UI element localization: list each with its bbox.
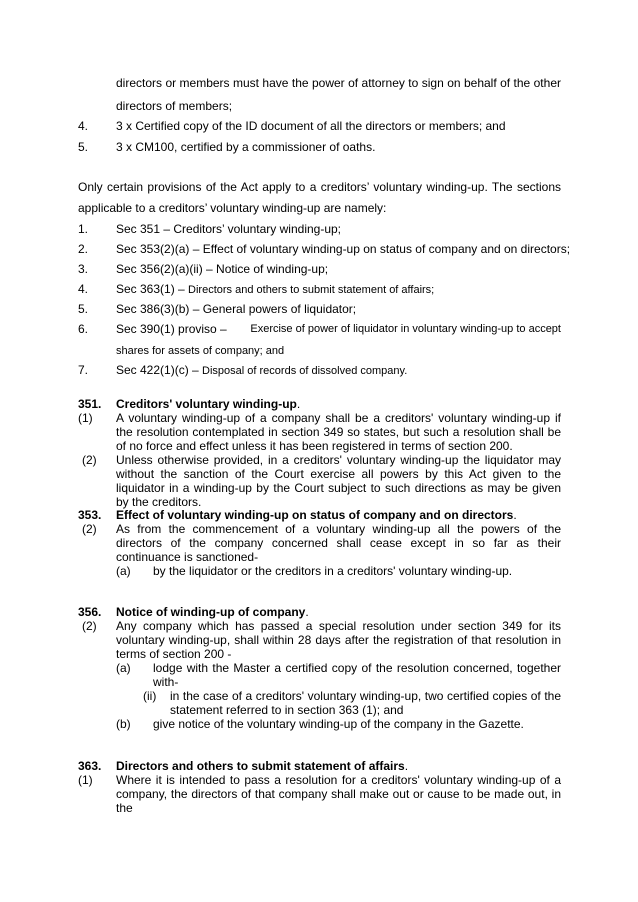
section-description: Directors and others to submit statement of affairs; [188,284,435,296]
subsection-text: Any company which has passed a special resolution under section 349 for its voluntary winding-up, shall within 28 days after the registration of that resolution in terms of section 200 - [116,619,561,661]
section-list-number: 3. [78,262,89,276]
subsection-text: Unless otherwise provided, in a creditors' voluntary winding-up the liquidator may without the sanction of the Court exercise all powers by this Act given to the liquidator in a winding-up by the Court subject to such directions as may be given by the creditors. [116,453,561,509]
section-353-number: 353. [78,508,102,522]
subsection-text: As from the commencement of a voluntary winding-up all the powers of the directors of the company concerned shall cease except in so far as their continuance is sanctioned- [116,522,561,564]
section-363-heading: Directors and others to submit statement of affairs. [116,759,409,773]
subsection-text: Where it is intended to pass a resolution for a creditors' voluntary winding-up of a company, the directors of that company shall make out or cause to be made out, in the [116,773,561,815]
section-description: Disposal of records of dissolved company. [202,365,408,377]
paragraph-line-2: applicable to a creditors’ voluntary winding-up are namely: [78,201,387,215]
paragraph-letter: (a) [116,661,131,675]
intro-item-number: 5. [78,140,89,154]
section-list-number: 6. [78,322,89,336]
intro-item-number: 4. [78,119,89,133]
section-list-number: 2. [78,242,89,256]
section-list-number: 5. [78,302,89,316]
subparagraph-text: in the case of a creditors' voluntary winding-up, two certified copies of the statement referred to in section 363 (1); and [170,689,561,717]
paragraph-text: give notice of the voluntary winding-up of the company in the Gazette. [153,717,524,731]
section-list-text: Sec 386(3)(b) – General powers of liquidator; [116,302,357,316]
subsection-number: (2) [82,522,97,536]
section-list-text [116,322,561,336]
section-list-number: 7. [78,363,89,377]
section-ref: Sec 363(1) – [116,282,189,296]
section-list-text: Sec 353(2)(a) – Effect of voluntary winding-up on status of company and on directors; [116,242,571,256]
subsection-number: (2) [82,453,97,467]
subsection-number: (1) [78,773,93,787]
section-list-text: Sec 351 – Creditors’ voluntary winding-up; [116,222,342,236]
paragraph-text: lodge with the Master a certified copy of the resolution concerned, together with- [153,661,561,689]
subparagraph-number: (ii) [143,689,157,703]
section-351-number: 351. [78,397,102,411]
subsection-number: (1) [78,411,93,425]
section-353-heading: Effect of voluntary winding-up on status of company and on directors. [116,508,517,522]
section-ref: Sec 422(1)(c) – [116,363,203,377]
intro-continuation-line-1: directors or members must have the power of attorney to sign on behalf of the other [116,76,561,90]
intro-item-text: 3 x Certified copy of the ID document of all the directors or members; and [116,119,506,133]
section-351-heading: Creditors' voluntary winding-up. [116,397,301,411]
paragraph-line-1: Only certain provisions of the Act apply to a creditors’ voluntary winding-up. The sections [78,180,561,194]
intro-continuation-line-2: directors of members; [116,99,233,113]
intro-item-text: 3 x CM100, certified by a commissioner of oaths. [116,140,376,154]
section-list-number: 4. [78,282,89,296]
paragraph-letter: (a) [116,564,131,578]
section-363-number: 363. [78,759,102,773]
section-356-number: 356. [78,605,102,619]
section-description: Exercise of power of liquidator in voluntary winding-up to accept [250,323,561,335]
paragraph-text: by the liquidator or the creditors in a creditors' voluntary winding-up. [153,564,513,578]
section-list-text: Sec 356(2)(a)(ii) – Notice of winding-up; [116,262,329,276]
section-list-number: 1. [78,222,89,236]
subsection-number: (2) [82,619,97,633]
section-ref: Sec 390(1) proviso – [116,322,227,336]
subsection-text: A voluntary winding-up of a company shall be a creditors' voluntary winding-up if the resolution contemplated in section 349 so states, but such a resolution shall be of no force and effect unless it has been registered in terms of section 200. [116,411,561,453]
section-list-text [116,282,561,297]
section-list-text-continued: shares for assets of company; and [116,345,285,357]
section-list-text [116,363,561,378]
paragraph-letter: (b) [116,717,131,731]
section-356-heading: Notice of winding-up of company. [116,605,309,619]
